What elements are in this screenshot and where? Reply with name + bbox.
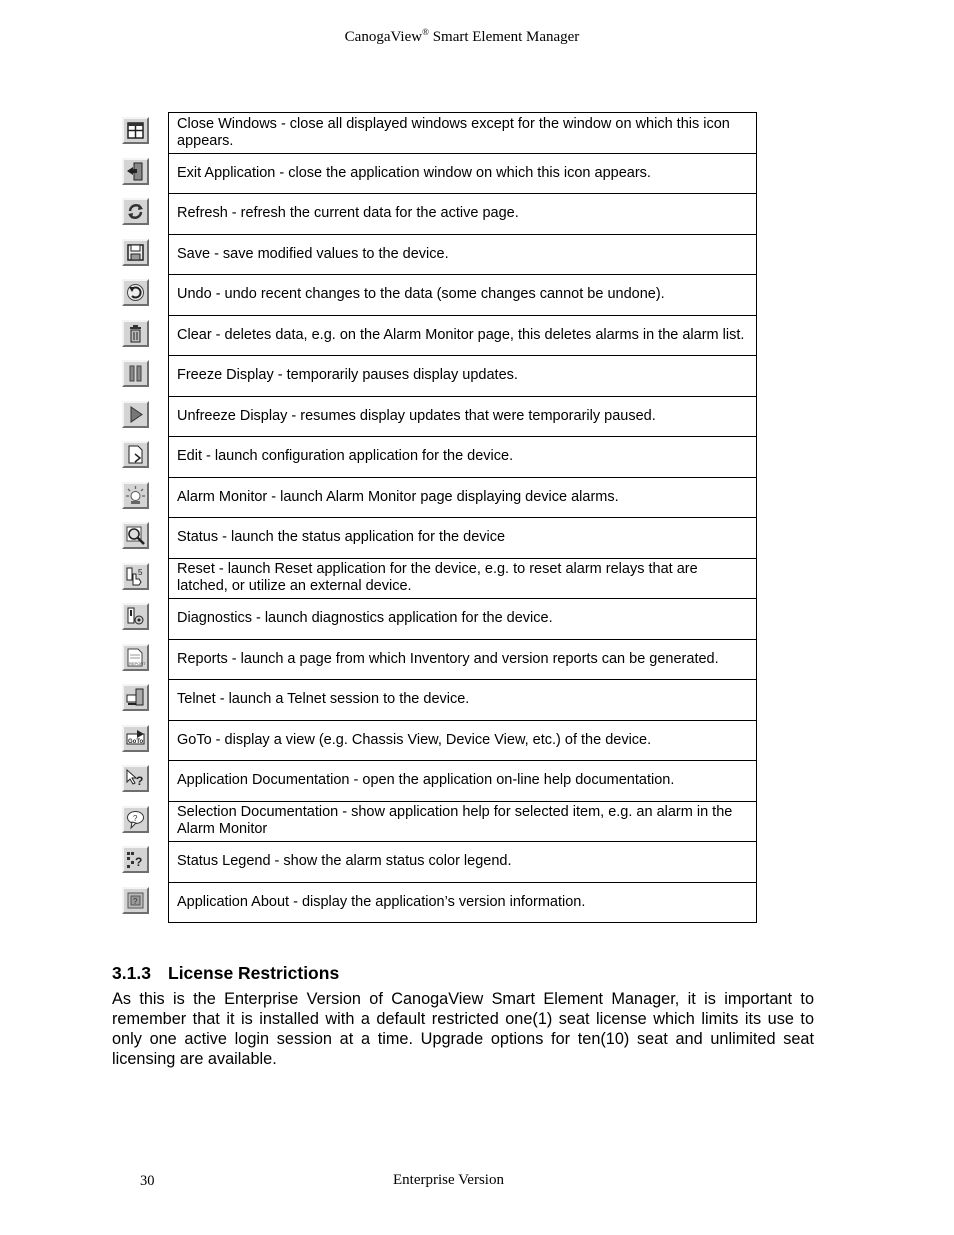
table-cell: Diagnostics - launch diagnostics application for the device. xyxy=(168,598,757,639)
section-heading xyxy=(112,963,339,984)
table-row xyxy=(0,274,954,315)
reset-icon xyxy=(122,563,149,590)
svg-text:REPORT: REPORT xyxy=(129,660,146,666)
application-help-icon xyxy=(122,765,149,792)
table-cell: Reset - launch Reset application for the device, e.g. to reset alarm relays that are latched, or utilize an external device. xyxy=(168,558,757,599)
table-cell: Refresh - refresh the current data for the active page. xyxy=(168,193,757,234)
svg-text:GoTo: GoTo xyxy=(128,738,144,745)
footer-version: Enterprise Version xyxy=(393,1172,504,1188)
status-magnifier-icon xyxy=(122,522,149,549)
table-cell: GoTo - display a view (e.g. Chassis View, Device View, etc.) of the device. xyxy=(168,720,757,761)
header-subtitle: Smart Element Manager xyxy=(428,29,580,45)
table-cell: Status - launch the status application for the device xyxy=(168,517,757,558)
table-row xyxy=(0,841,954,882)
table-row xyxy=(0,112,954,153)
about-icon xyxy=(122,887,149,914)
goto-icon xyxy=(122,725,149,752)
table-cell: Application About - display the application’s version information. xyxy=(168,882,757,924)
section-number: 3.1.3 xyxy=(112,963,151,983)
table-cell: Exit Application - close the application window on which this icon appears. xyxy=(168,153,757,194)
refresh-icon xyxy=(122,198,149,225)
page-header xyxy=(0,27,924,46)
alarm-monitor-icon xyxy=(122,482,149,509)
table-row xyxy=(0,517,954,558)
table-cell: Edit - launch configuration application for the device. xyxy=(168,436,757,477)
table-cell: Application Documentation - open the application on-line help documentation. xyxy=(168,760,757,801)
freeze-pause-icon xyxy=(122,360,149,387)
close-windows-icon xyxy=(122,117,149,144)
table-cell: Save - save modified values to the device. xyxy=(168,234,757,275)
table-row xyxy=(0,760,954,801)
table-row xyxy=(0,193,954,234)
reports-icon xyxy=(122,644,149,671)
undo-icon xyxy=(122,279,149,306)
table-row xyxy=(0,639,954,680)
table-row xyxy=(0,477,954,518)
table-row xyxy=(0,396,954,437)
svg-text:?: ? xyxy=(135,855,143,869)
table-row xyxy=(0,882,954,923)
svg-text:5: 5 xyxy=(138,567,143,577)
table-cell: Close Windows - close all displayed windows except for the window on which this icon appears. xyxy=(168,112,757,153)
header-title: CanogaView xyxy=(344,29,423,45)
table-row xyxy=(0,355,954,396)
clear-trash-icon xyxy=(122,320,149,347)
table-cell: Status Legend - show the alarm status color legend. xyxy=(168,841,757,882)
exit-application-icon xyxy=(122,158,149,185)
table-row xyxy=(0,436,954,477)
svg-text:?: ? xyxy=(136,774,144,788)
unfreeze-play-icon xyxy=(122,401,149,428)
table-row xyxy=(0,234,954,275)
page-number: 30 xyxy=(140,1173,155,1189)
table-cell: Reports - launch a page from which Inventory and version reports can be generated. xyxy=(168,639,757,680)
table-cell: Telnet - launch a Telnet session to the device. xyxy=(168,679,757,720)
table-row xyxy=(0,720,954,761)
save-icon xyxy=(122,239,149,266)
section-paragraph: As this is the Enterprise Version of CanogaView Smart Element Manager, it is important to remember that it is installed with a default restricted one(1) seat license which limits its use to only one active login session at a time. Upgrade options for ten(10) seat and unlimited seat licensing are available. xyxy=(112,990,814,1068)
telnet-icon xyxy=(122,684,149,711)
edit-icon xyxy=(122,441,149,468)
table-cell: Clear - deletes data, e.g. on the Alarm Monitor page, this deletes alarms in the alarm list. xyxy=(168,315,757,356)
table-row xyxy=(0,801,954,842)
table-row xyxy=(0,558,954,599)
section-title: License Restrictions xyxy=(168,963,340,983)
svg-text:?: ? xyxy=(133,896,138,906)
svg-text:?: ? xyxy=(133,813,138,823)
table-cell: Selection Documentation - show application help for selected item, e.g. an alarm in the Alarm Monitor xyxy=(168,801,757,842)
table-row xyxy=(0,315,954,356)
status-legend-icon xyxy=(122,846,149,873)
table-row xyxy=(0,679,954,720)
selection-help-icon xyxy=(122,806,149,833)
diagnostics-icon xyxy=(122,603,149,630)
toolbar-icons-table xyxy=(0,112,954,922)
registered-mark: ® xyxy=(422,27,429,37)
table-cell: Undo - undo recent changes to the data (some changes cannot be undone). xyxy=(168,274,757,315)
table-cell: Unfreeze Display - resumes display updates that were temporarily paused. xyxy=(168,396,757,437)
table-cell: Freeze Display - temporarily pauses display updates. xyxy=(168,355,757,396)
table-row xyxy=(0,153,954,194)
table-row xyxy=(0,598,954,639)
table-cell: Alarm Monitor - launch Alarm Monitor page displaying device alarms. xyxy=(168,477,757,518)
